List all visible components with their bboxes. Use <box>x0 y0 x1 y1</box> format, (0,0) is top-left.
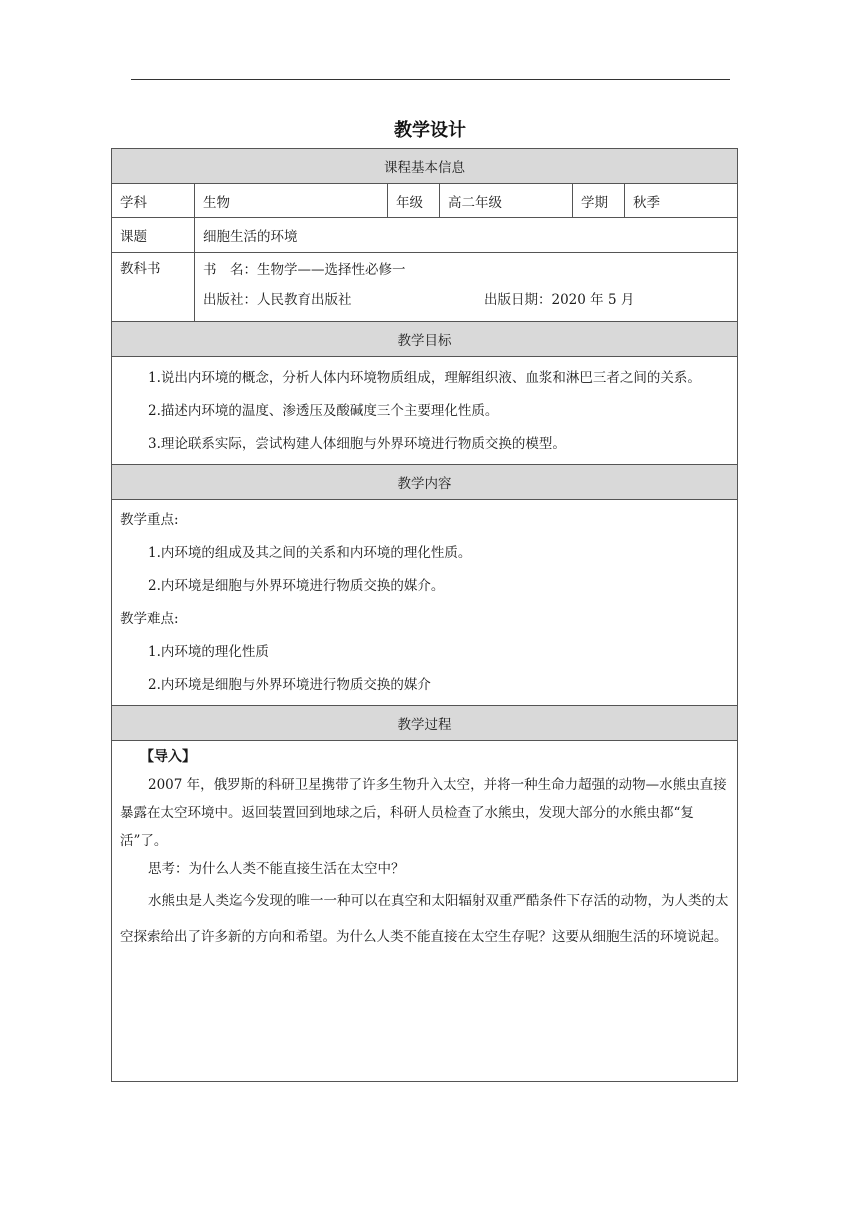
topic-label: 课题 <box>112 218 195 253</box>
thinking-question: 思考：为什么人类不能直接生活在太空中？ <box>148 861 405 877</box>
subject-row <box>112 184 738 218</box>
topic-value: 细胞生活的环境 <box>195 218 738 253</box>
publisher-line <box>203 285 729 315</box>
section-row-goals <box>112 322 738 357</box>
key-point-item: 1.内环境的组成及其之间的关系和内环境的理化性质。 <box>148 545 472 561</box>
content-row <box>112 500 738 706</box>
intro-heading: 【导入】 <box>140 749 196 765</box>
section-row-basic <box>112 149 738 184</box>
process-cell <box>112 741 738 1082</box>
term-value: 秋季 <box>625 184 738 218</box>
publication-date: 出版日期：2020 年 5 月 <box>484 292 635 308</box>
subject-value: 生物 <box>195 184 388 218</box>
goal-item: 1.说出内环境的概念，分析人体内环境物质组成，理解组织液、血浆和淋巴三者之间的关系。 <box>148 370 701 386</box>
page-title: 教学设计 <box>394 120 466 141</box>
section-header-basic: 课程基本信息 <box>112 149 738 184</box>
key-point-item: 2.内环境是细胞与外界环境进行物质交换的媒介。 <box>148 578 445 594</box>
term-label: 学期 <box>573 184 625 218</box>
intro-explanation: 水熊虫是人类迄今发现的唯一一种可以在真空和太阳辐射双重严酷条件下存活的动物，为人类的太空探索给出了许多新的方向和希望。为什么人类不能直接在太空生存呢？这要从细胞生活的环境说起。 <box>120 893 729 945</box>
section-header-content: 教学内容 <box>112 465 738 500</box>
topic-row <box>112 218 738 253</box>
lesson-plan-table <box>111 148 738 1082</box>
publisher: 出版社：人民教育出版社 <box>203 292 352 308</box>
intro-story: 2007 年，俄罗斯的科研卫星携带了许多生物升入太空，并将一种生命力超强的动物—水熊虫直接暴露在太空环境中。返回装置回到地球之后，科研人员检查了水熊虫，发现大部分的水熊虫都“复活”了。 <box>120 777 727 849</box>
content-cell <box>112 500 738 706</box>
goals-row <box>112 357 738 465</box>
section-row-process <box>112 706 738 741</box>
key-points-label: 教学重点: <box>120 512 179 528</box>
section-row-content <box>112 465 738 500</box>
goal-item: 2.描述内环境的温度、渗透压及酸碱度三个主要理化性质。 <box>148 403 499 419</box>
textbook-info <box>195 253 738 322</box>
grade-value: 高二年级 <box>440 184 573 218</box>
textbook-row <box>112 253 738 322</box>
section-header-goals: 教学目标 <box>112 322 738 357</box>
difficult-point-item: 1.内环境的理化性质 <box>148 644 269 660</box>
process-row <box>112 741 738 1082</box>
goal-item: 3.理论联系实际，尝试构建人体细胞与外界环境进行物质交换的模型。 <box>148 436 566 452</box>
book-name: 书 名：生物学——选择性必修一 <box>203 262 406 278</box>
grade-label: 年级 <box>388 184 440 218</box>
header-rule <box>131 79 730 80</box>
section-header-process: 教学过程 <box>112 706 738 741</box>
textbook-label: 教科书 <box>112 253 195 322</box>
difficult-points-label: 教学难点: <box>120 611 179 627</box>
goals-cell <box>112 357 738 465</box>
subject-label: 学科 <box>112 184 195 218</box>
difficult-point-item: 2.内环境是细胞与外界环境进行物质交换的媒介 <box>148 677 431 693</box>
